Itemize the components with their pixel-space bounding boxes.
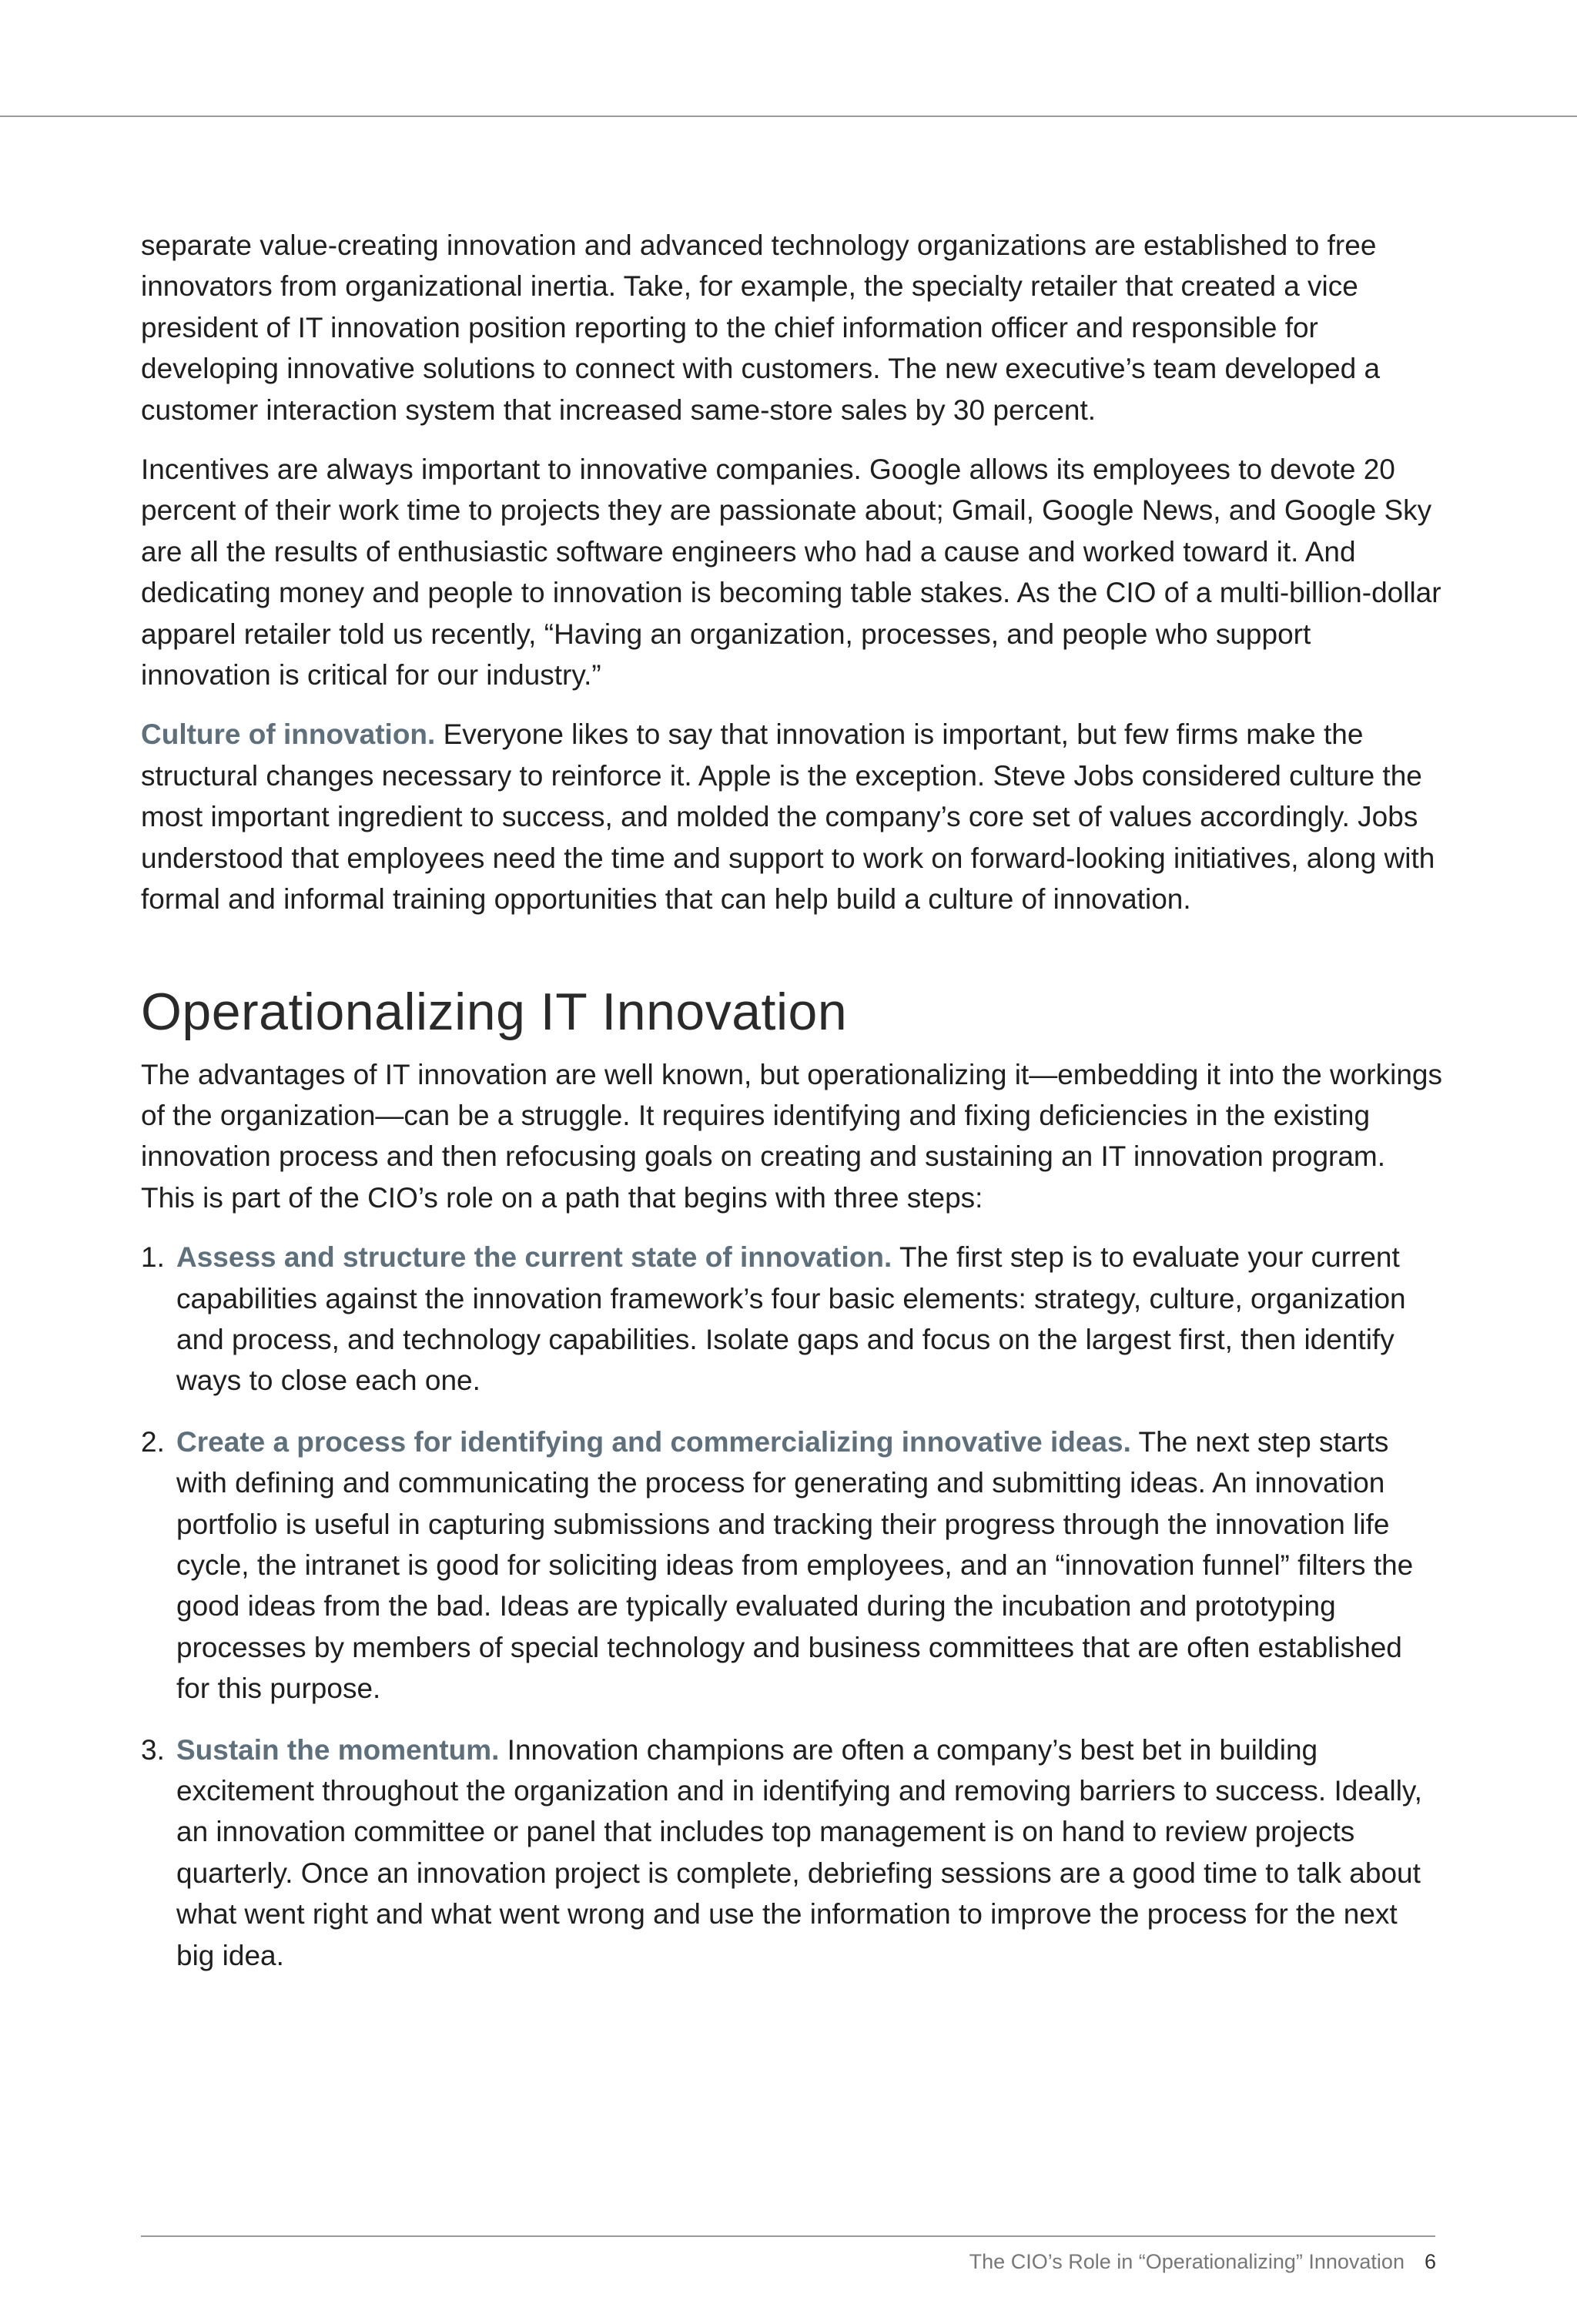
paragraph-incentives: Incentives are always important to innovative companies. Google allows its employees to devote 20 percent of their work time to projects they are passionate about; Gmail, Google News, and Google Sky are all the results of enthusiastic software engineers who had a cause and worked toward it. And dedicating money and people to innovation is becoming table stakes. As the CIO of a multi-billion-dollar apparel retailer told us recently, “Having an organization, processes, and people who support innovation is critical for our industry.”	[141, 454, 1441, 692]
step-item	[141, 1237, 1442, 1401]
page-footer	[969, 2250, 1436, 2274]
culture-body: Everyone likes to say that innovation is important, but few firms make the structural changes necessary to reinforce it. Apple is the exception. Steve Jobs considered culture the most important ingredient to success, and molded the company’s core set of values accordingly. Jobs understood that employees need the time and support to work on forward-looking initiatives, along with formal and informal training opportunities that can help build a culture of innovation.	[141, 718, 1435, 916]
step-number: 3.	[141, 1733, 165, 1766]
paragraph-culture	[141, 714, 1442, 919]
steps-list	[141, 1237, 1442, 1976]
footer-title: The CIO’s Role in “Operationalizing” Innovation	[969, 2250, 1405, 2273]
paragraph-innovation-organizations: separate value-creating innovation and advanced technology organizations are established to free innovators from organizational inertia. Take, for example, the specialty retailer that created a vice president of IT innovation position reporting to the chief information officer and responsible for developing innovative solutions to connect with customers. The new executive’s team developed a customer interaction system that increased same-store sales by 30 percent.	[141, 229, 1381, 426]
step-lead-in: Sustain the momentum.	[176, 1733, 500, 1766]
step-lead-in: Create a process for identifying and commercializing innovative ideas.	[176, 1425, 1131, 1458]
step-body: Innovation champions are often a company’s best bet in building excitement throughout the organization and in identifying and removing barriers to success. Ideally, an innovation committee or panel that includes top management is on hand to review projects quarterly. Once an innovation project is complete, debriefing sessions are a good time to talk about what went right and what went wrong and use the information to improve the process for the next big idea.	[176, 1733, 1422, 1971]
culture-lead-in: Culture of innovation.	[141, 718, 436, 751]
step-item	[141, 1730, 1442, 1976]
step-number: 1.	[141, 1241, 165, 1274]
step-number: 2.	[141, 1425, 165, 1458]
page-content	[141, 225, 1442, 1996]
footer-rule	[141, 2235, 1435, 2237]
header-rule	[0, 116, 1577, 117]
step-item	[141, 1422, 1442, 1710]
step-lead-in: Assess and structure the current state of innovation.	[176, 1241, 892, 1274]
step-body: The next step starts with defining and communicating the process for generating and submitting ideas. An innovation portfolio is useful in capturing submissions and tracking their progress through the innovation life cycle, the intranet is good for soliciting ideas from employees, and an “innovation funnel” filters the good ideas from the bad. Ideas are typically evaluated during the incubation and prototyping processes by members of special technology and business committees that are often established for this purpose.	[176, 1425, 1414, 1705]
page-number: 6	[1424, 2250, 1436, 2273]
step-body: The first step is to evaluate your current capabilities against the innovation framework’s four basic elements: strategy, culture, organization and process, and technology capabilities. Isolate gaps and focus on the largest first, then identify ways to close each one.	[176, 1241, 1406, 1397]
section-intro: The advantages of IT innovation are well known, but operationalizing it—embedding it into the workings of the organization—can be a struggle. It requires identifying and fixing deficiencies in the existing innovation process and then refocusing goals on creating and sustaining an IT innovation program. This is part of the CIO’s role on a path that begins with three steps:	[141, 1058, 1442, 1214]
section-heading: Operationalizing IT Innovation	[141, 982, 848, 1041]
